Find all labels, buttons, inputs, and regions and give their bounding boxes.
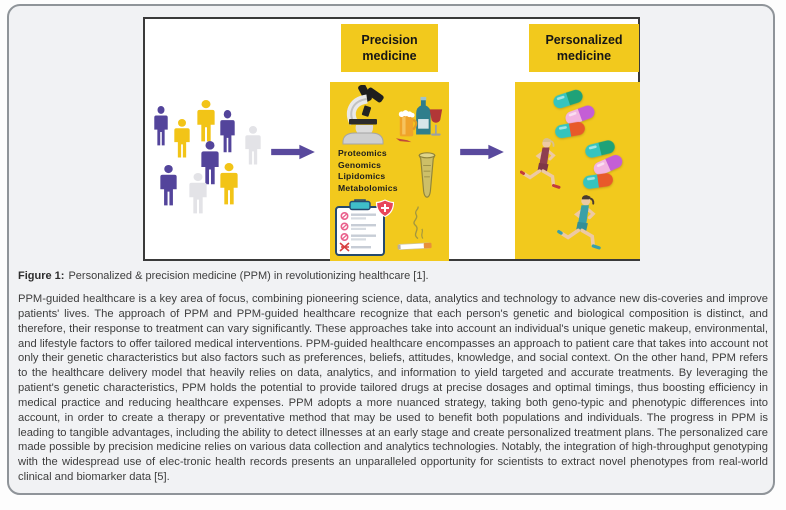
omics-item: Metabolomics (338, 182, 398, 193)
person-icon (197, 100, 215, 143)
precision-medicine-header (341, 24, 438, 72)
alcohol-drinks-icon (394, 95, 446, 145)
figure-caption (18, 270, 764, 282)
test-tube-icon (414, 150, 440, 200)
health-checklist-icon (334, 198, 394, 258)
person-icon (154, 106, 168, 147)
precision-medicine-panel (330, 82, 449, 261)
personalized-medicine-panel (515, 82, 640, 259)
omics-item: Lipidomics (338, 171, 386, 181)
population-group (145, 19, 275, 263)
capsule-pill-icon (582, 172, 614, 190)
arrow-right-icon (269, 142, 317, 162)
figure-image (143, 17, 640, 261)
personalized-medicine-label: Personalized medicine (545, 32, 623, 63)
cigarette-smoke-icon (392, 194, 444, 256)
figure-caption-label: Figure 1: (18, 270, 65, 282)
person-icon (189, 173, 207, 215)
personalized-medicine-header (529, 24, 639, 72)
omics-list (338, 148, 398, 194)
person-icon (220, 110, 235, 154)
arrow-right-icon (459, 142, 505, 162)
figure-caption-text: Personalized & precision medicine (PPM) in revolutionizing healthcare [1]. (68, 270, 429, 282)
omics-item: Genomics (338, 159, 382, 170)
person-icon (160, 165, 177, 207)
person-icon (245, 126, 261, 166)
person-icon (174, 119, 190, 159)
article-paragraph: PPM-guided healthcare is a key area of focus, combining pioneering science, data, analytics and technology to advance new dis-coveries and improve patients' lives. The approach of PPM and PPM-guided healthcare recognize that each person's genetic and biological composition is distinct, and therefore, their response to treatment can vary significantly. These approaches take into account an individual's unique genetic makeup, environmental, and lifestyle factors to offer tailored medical interventions. PPM-guided healthcare encompasses an approach to patient care that takes into account not only their genetic characteristics but also factors such as preferences, beliefs, attitudes, knowledge, and social context. On the other hand, PPM refers to the healthcare delivery model that heavily relies on data, analytics, and information to yield targeted and accurate treatments. By leveraging the patient's genetic characteristics, PPM holds the potential to provide tailored drugs at precise dosages and optimal timings, thus boosting efficiency in medical practice and reducing healthcare expenses. PPM adopts a more nuanced strategy, taking both geno-typic and phenotypic differences into account, in order to create a therapy or preventative method that may be used to benefit both populations and individuals. The progress in PPM is leading to tangible advantages, including the ability to detect illnesses at an early stage and create personalized treatment plans. The personalized care made possible by precision medicine relies on various data collection and analytics technologies. Notably, the integration of high-throughput genotyping with the widespread use of elec-tronic health records presents an unparalleled opportunity for scientists to extract novel phenotypes from real-world clinical and biomarker data [5]. (18, 293, 768, 484)
omics-item: Proteomics (338, 148, 387, 158)
runner-icon (520, 137, 566, 193)
precision-medicine-label: Precision medicine (361, 32, 418, 63)
runner-icon (557, 194, 607, 254)
microscope-icon (336, 85, 390, 147)
person-icon (220, 163, 238, 206)
